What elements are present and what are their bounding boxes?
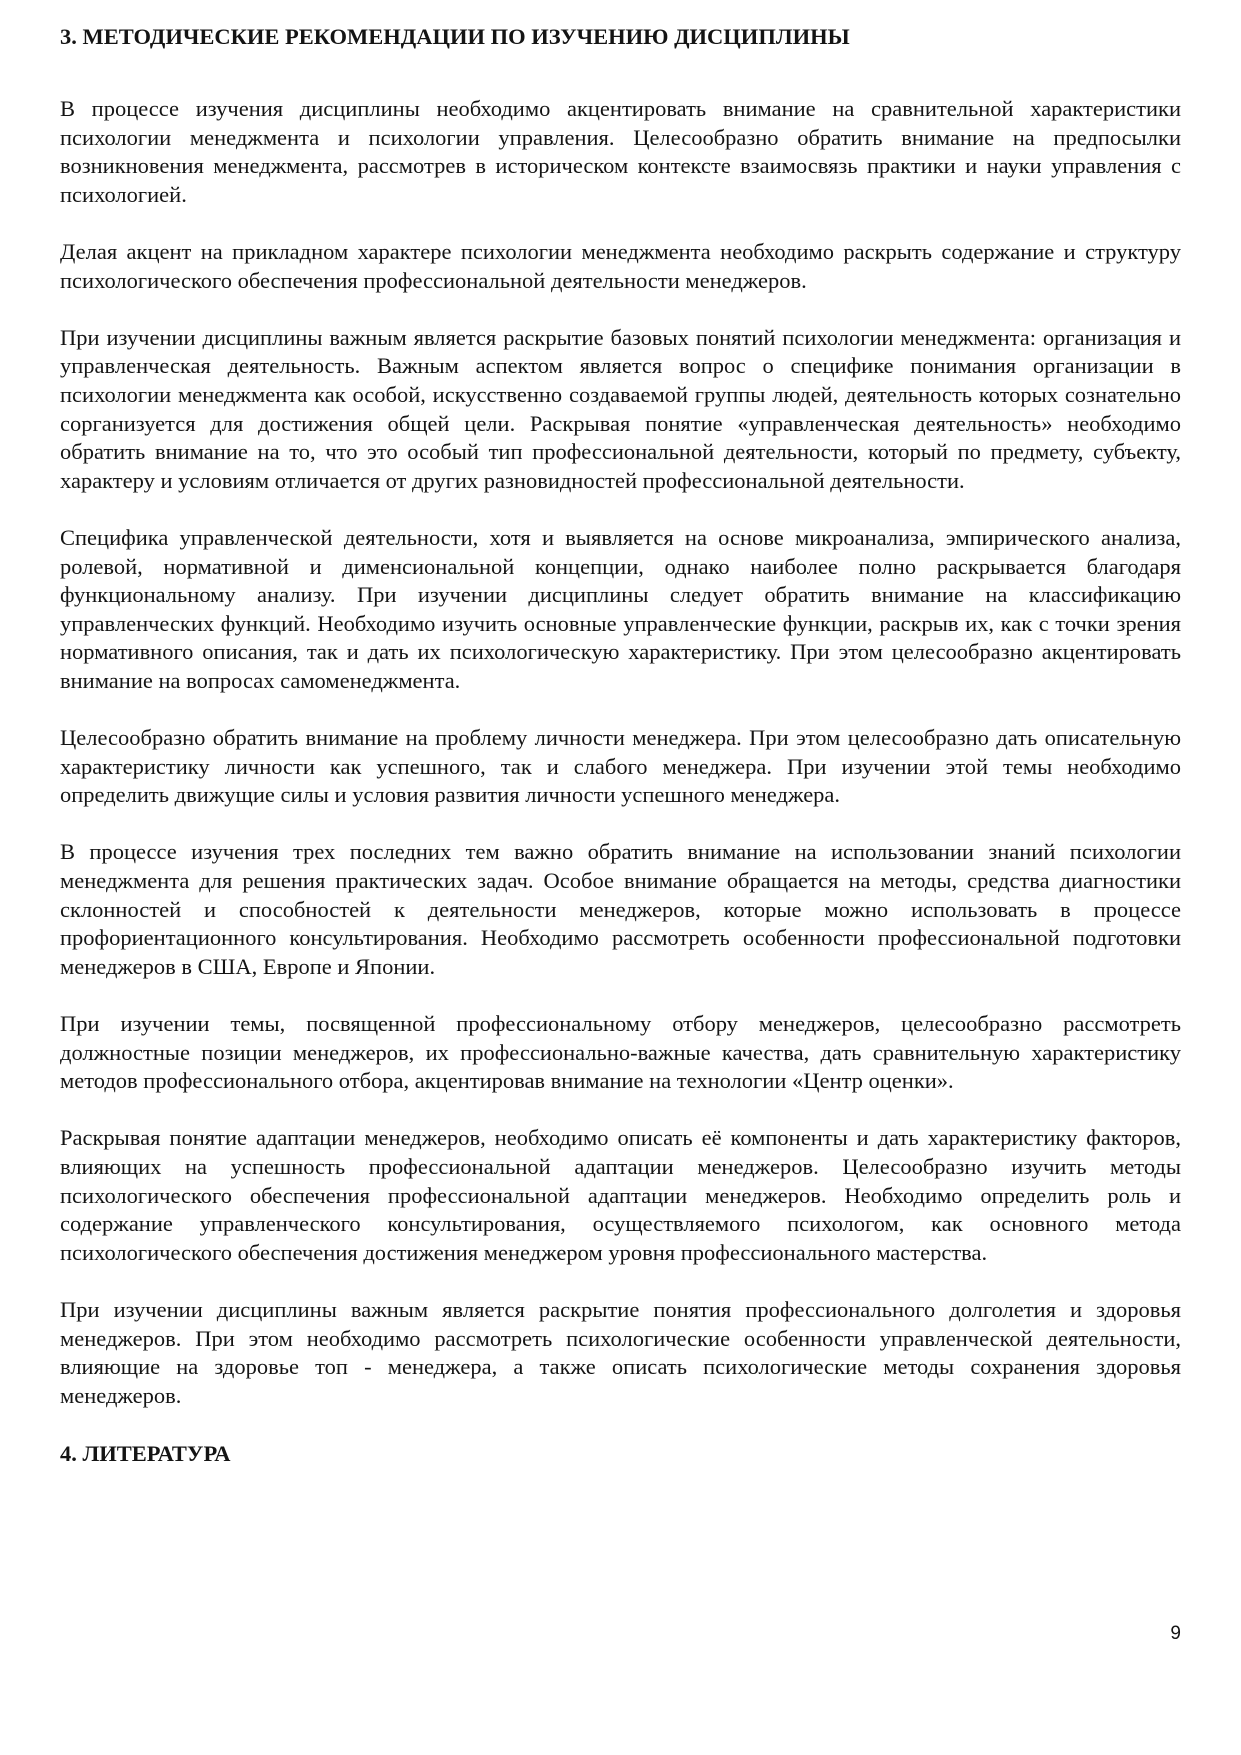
section-4-heading: 4. ЛИТЕРАТУРА: [60, 1440, 231, 1466]
paragraph-6: В процессе изучения трех последних тем важно обратить внимание на использовании знаний психологии менеджмента для решения практических задач. Особое внимание обращается на методы, средства диагностики склонностей и способностей к деятельности менеджеров, которые можно использовать в процессе профориентационного консультирования. Необходимо рассмотреть особенности профессиональной подготовки менеджеров в США, Европе и Японии.: [60, 839, 1181, 979]
page-number: 9: [1170, 1623, 1181, 1644]
paragraph-7: При изучении темы, посвященной профессиональному отбору менеджеров, целесообразно рассмотреть должностные позиции менеджеров, их профессионально-важные качества, дать сравнительную характеристику методов профессионального отбора, акцентировав внимание на технологии «Центр оценки».: [60, 1011, 1181, 1094]
paragraph-5: Целесообразно обратить внимание на проблему личности менеджера. При этом целесообразно дать описательную характеристику личности как успешного, так и слабого менеджера. При изучении этой темы необходимо определить движущие силы и условия развития личности успешного менеджера.: [60, 725, 1181, 808]
paragraph-3: При изучении дисциплины важным является раскрытие базовых понятий психологии менеджмента: организация и управленческая деятельность. Важным аспектом является вопрос о специфике понимания организации в психологии менеджмента как особой, искусственно создаваемой группы людей, деятельность которых сознательно сорганизуется для достижения общей цели. Раскрывая понятие «управленческая деятельность» необходимо обратить внимание на то, что это особый тип профессиональной деятельности, который по предмету, субъекту, характеру и условиям отличается от других разновидностей профессиональной деятельности.: [60, 324, 1181, 493]
paragraph-1: В процессе изучения дисциплины необходимо акцентировать внимание на сравнительной характеристики психологии менеджмента и психологии управления. Целесообразно обратить внимание на предпосылки возникновения менеджмента, рассмотрев в историческом контексте взаимосвязь практики и науки управления с психологией.: [60, 96, 1181, 207]
paragraph-8: Раскрывая понятие адаптации менеджеров, необходимо описать её компоненты и дать характеристику факторов, влияющих на успешность профессиональной адаптации менеджеров. Целесообразно изучить методы психологического обеспечения профессиональной адаптации менеджеров. Необходимо определить роль и содержание управленческого консультирования, осуществляемого психологом, как основного метода психологического обеспечения достижения менеджером уровня профессионального мастерства.: [60, 1125, 1181, 1265]
paragraph-4: Специфика управленческой деятельности, хотя и выявляется на основе микроанализа, эмпирического анализа, ролевой, нормативной и дименсиональной концепции, однако наиболее полно раскрывается благодаря функциональному анализу. При изучении дисциплины следует обратить внимание на классификацию управленческих функций. Необходимо изучить основные управленческие функции, раскрыв их, как с точки зрения нормативного описания, так и дать их психологическую характеристику. При этом целесообразно акцентировать внимание на вопросах самоменеджмента.: [60, 524, 1181, 693]
paragraph-9: При изучении дисциплины важным является раскрытие понятия профессионального долголетия и здоровья менеджеров. При этом необходимо рассмотреть психологические особенности управленческой деятельности, влияющие на здоровье топ - менеджера, а также описать психологические методы сохранения здоровья менеджеров.: [60, 1296, 1181, 1408]
section-3-heading: 3. МЕТОДИЧЕСКИЕ РЕКОМЕНДАЦИИ ПО ИЗУЧЕНИЮ ДИСЦИПЛИНЫ: [60, 24, 850, 49]
paragraph-2: Делая акцент на прикладном характере психологии менеджмента необходимо раскрыть содержание и структуру психологического обеспечения профессиональной деятельности менеджеров.: [60, 238, 1181, 293]
document-page: [60, 22, 1181, 1469]
